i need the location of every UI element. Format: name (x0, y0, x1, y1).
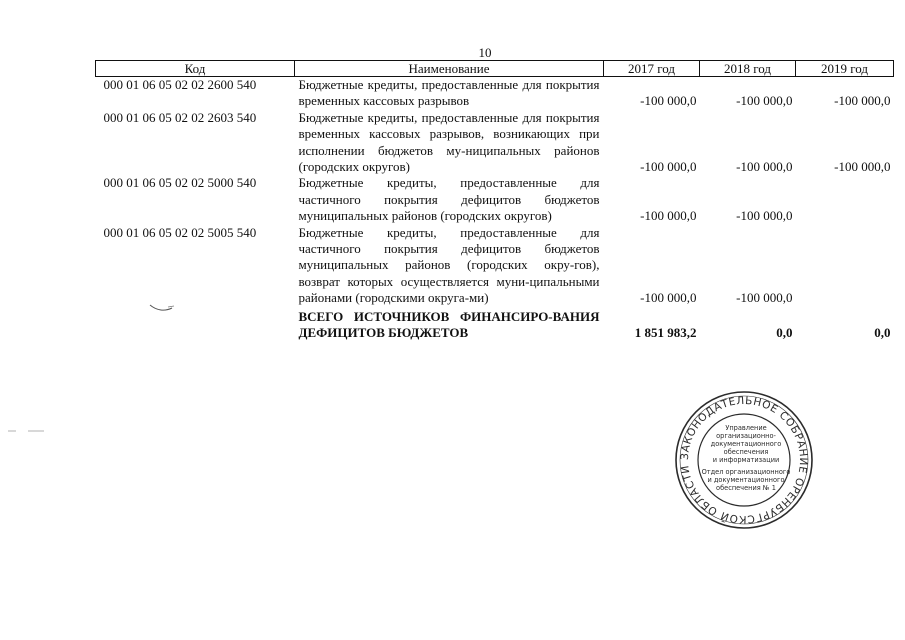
row-code: 000 01 06 05 02 02 5005 540 (103, 224, 257, 240)
row-code: 000 01 06 05 02 02 2603 540 (103, 109, 257, 125)
stamp-inner-line: Управление (725, 424, 767, 432)
row-value-2019 (796, 175, 894, 224)
header-code: Код (96, 61, 295, 77)
row-value-2018: -100 000,0 (736, 93, 793, 109)
total-code-empty (96, 307, 295, 342)
stamp-seal-icon (672, 388, 816, 532)
header-2018: 2018 год (700, 61, 796, 77)
stamp-inner-line: и информатизации (712, 456, 780, 464)
scan-edge-mark (6, 428, 46, 434)
row-value-2017: -100 000,0 (640, 93, 697, 109)
row-name: Бюджетные кредиты, предоставленные для частичного покрытия дефицитов бюджетов муниципальных районов (городских округов) (298, 175, 600, 224)
header-name: Наименование (295, 61, 604, 77)
total-row (96, 307, 894, 342)
row-value-2018: -100 000,0 (736, 290, 793, 306)
row-name: Бюджетные кредиты, предоставленные для частичного покрытия дефицитов бюджетов муниципальных районов (городских окру-гов), возврат которых осуществляется муни-ципальными районами (городскими округа-ми) (298, 224, 600, 306)
row-name: Бюджетные кредиты, предоставленные для покрытия временных кассовых разрывов, возникающих при исполнении бюджетов му-ниципальных районов (городских округов) (298, 109, 600, 175)
table-row (96, 77, 894, 110)
stamp-inner-line: организационно- (716, 432, 776, 440)
header-2019: 2019 год (796, 61, 894, 77)
header-2017: 2017 год (604, 61, 700, 77)
table-row (96, 110, 894, 176)
page-number: 10 (478, 45, 492, 60)
stamp-ring-text: ЗАКОНОДАТЕЛЬНОЕ СОБРАНИЕ ОРЕНБУРГСКОЙ ОБЛАСТИ (678, 394, 810, 526)
row-value-2019: -100 000,0 (834, 159, 891, 175)
row-code: 000 01 06 05 02 02 5000 540 (103, 175, 257, 191)
official-stamp (672, 388, 816, 532)
row-value-2018: -100 000,0 (736, 208, 793, 224)
total-name: ВСЕГО ИСТОЧНИКОВ ФИНАНСИРО-ВАНИЯ ДЕФИЦИТОВ БЮДЖЕТОВ (298, 308, 600, 341)
total-value-2019: 0,0 (874, 325, 891, 341)
stamp-inner-line: обеспечения № 1 (716, 484, 776, 492)
row-value-2018: -100 000,0 (736, 159, 793, 175)
row-value-2017: -100 000,0 (640, 159, 697, 175)
row-name: Бюджетные кредиты, предоставленные для покрытия временных кассовых разрывов (298, 77, 600, 109)
table-header-row (96, 61, 894, 77)
budget-sources-table (95, 60, 894, 342)
stamp-inner-line: Отдел организационного (701, 468, 791, 476)
table-row (96, 175, 894, 224)
row-value-2019: -100 000,0 (834, 93, 891, 109)
stamp-inner-line: обеспечения (723, 448, 769, 456)
row-value-2017: -100 000,0 (640, 208, 697, 224)
row-value-2017: -100 000,0 (640, 290, 697, 306)
stamp-inner-line: и документационного (707, 476, 785, 484)
ink-scribble-mark (148, 300, 176, 314)
stamp-inner-line: документационного (710, 440, 782, 448)
table-row (96, 225, 894, 307)
row-code: 000 01 06 05 02 02 2600 540 (103, 77, 257, 92)
row-value-2019 (796, 225, 894, 307)
total-value-2018: 0,0 (776, 325, 793, 341)
total-value-2017: 1 851 983,2 (634, 325, 697, 341)
